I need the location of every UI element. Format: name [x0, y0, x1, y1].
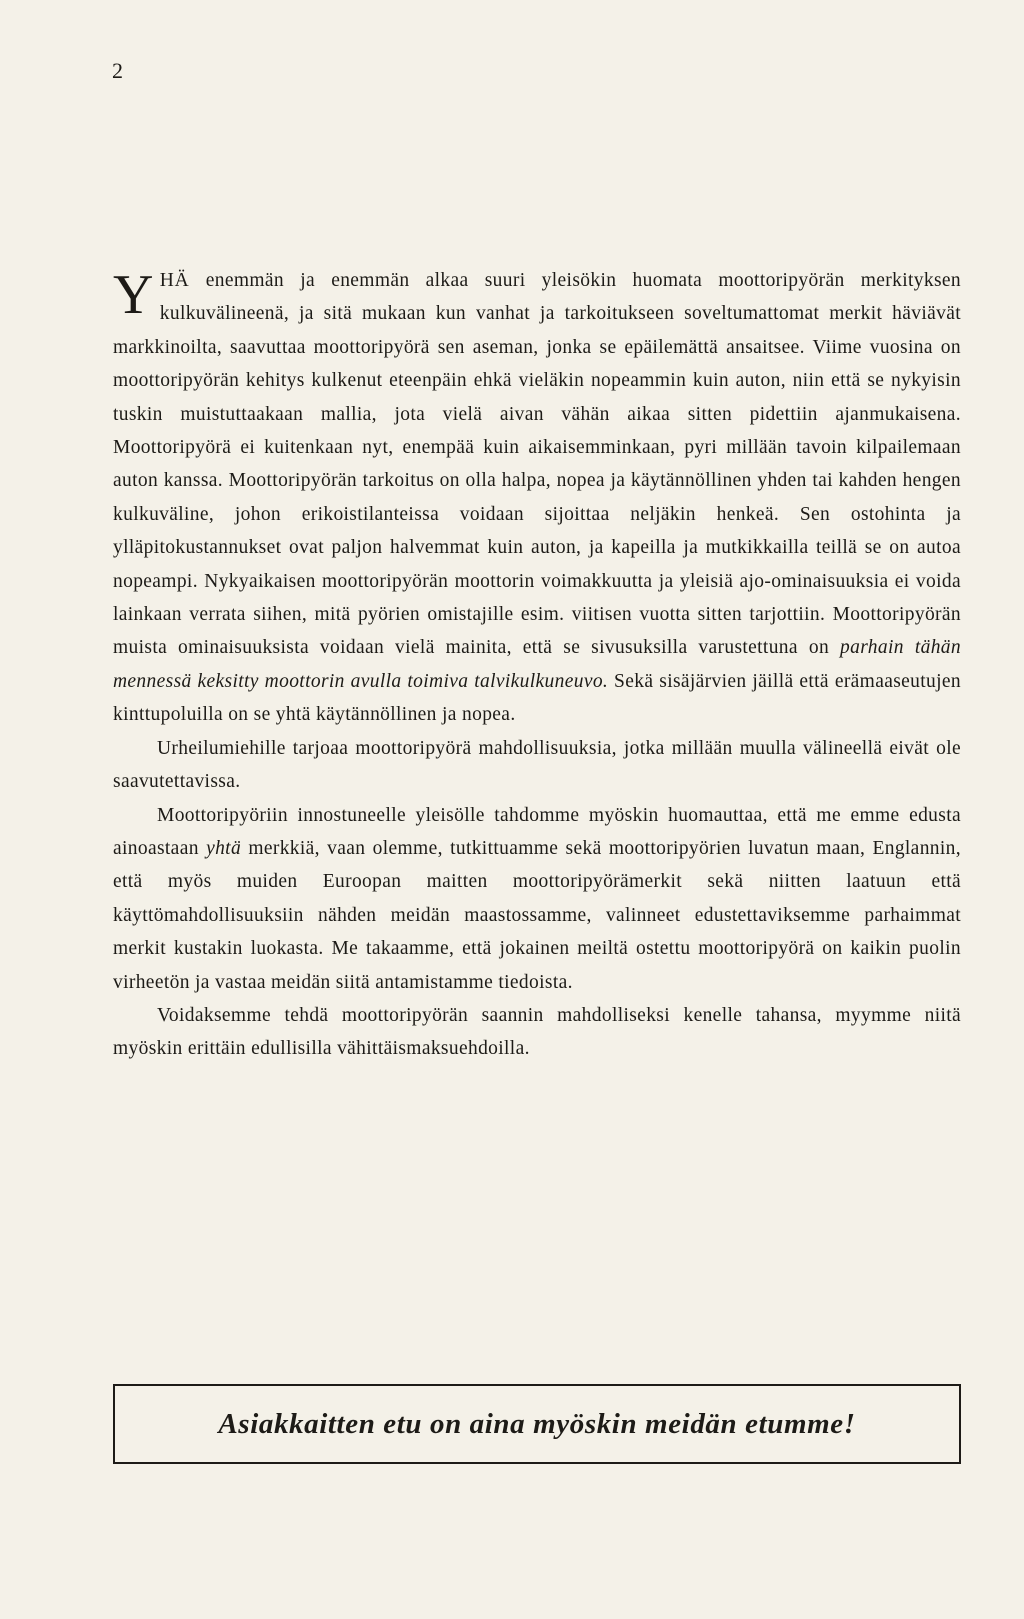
brands-text-start: Moottoripyöriin innostuneelle yleisölle tahdomme myöskin huomauttaa, että me emme edusta ainoastaan: [113, 804, 961, 859]
paragraph-intro: [113, 264, 961, 732]
motto-text: Asiakkaitten etu on aina myöskin meidän etumme!: [218, 1407, 856, 1440]
brands-italic-word: yhtä: [206, 837, 242, 859]
motto-box: [113, 1384, 961, 1464]
page-number: 2: [112, 58, 124, 83]
article-body: [113, 264, 961, 1066]
lead-caps: HÄ: [159, 270, 190, 291]
intro-text-end: Sekä sisäjärvien jäillä että erämaaseutujen kinttupoluilla on se yhtä käytännöllinen ja nopea.: [113, 670, 961, 726]
intro-text-start: enemmän ja enemmän alkaa suuri yleisökin huomata moottoripyörän merkityksen kulkuvälineenä, ja sitä mukaan kun vanhat ja tarkoitukseen soveltumattomat merkit häviävät markkinoilta, saavuttaa moottoripyörä sen aseman, jonka se epäilemättä ansaitsee. Viime vuosina on moottoripyörän kehitys kulkenut eteenpäin ehkä vieläkin nopeammin kuin auton, niin että se nykyisin tuskin muistuttaakaan mallia, jota vielä aivan vähän aikaa sitten pidettiin ajanmukaisena. Moottoripyörä ei kuitenkaan nyt, enempää kuin aikaisemminkaan, pyri millään tavoin kilpailemaan auton kanssa. Moottoripyörän tarkoitus on olla halpa, nopea ja käytännöllinen yhden tai kahden hengen kulkuväline, johon erikoistilanteissa voidaan sijoittaa neljäkin henkeä. Sen ostohinta ja ylläpitokustannukset ovat paljon halvemmat kuin auton, ja kapeilla ja mutkikkailla teillä se on autoa nopeampi. Nykyaikaisen moottoripyörän moottorin voimakkuutta ja yleisiä ajo-ominaisuuksia ei voida lainkaan verrata siihen, mitä pyörien omistajille esim. viitisen vuotta sitten tarjottiin. Moottoripyörän muista ominaisuuksista voidaan vielä mainita, että se sivusuksilla varustettuna on: [113, 270, 961, 659]
drop-cap: Y: [113, 264, 154, 326]
intro-italic-phrase: parhain tähän mennessä keksitty moottorin avulla toimiva talvikulkuneuvo.: [113, 637, 961, 692]
paragraph-brands: [113, 799, 961, 999]
brands-text-end: merkkiä, vaan olemme, tutkittuamme sekä moottoripyörien luvatun maan, Englannin, että myös muiden Euroopan maitten moottoripyörämerkit sekä niitten laatuun että käyttömahdollisuuksiin nähden meidän maastossamme, valinneet edustettaviksemme parhaimmat merkit kustakin luokasta. Me takaamme, että jokainen meiltä ostettu moottoripyörä on kaikin puolin virheetön ja vastaa meidän siitä antamistamme tiedoista.: [113, 837, 961, 993]
paragraph-installments: Voidaksemme tehdä moottoripyörän saannin mahdolliseksi kenelle tahansa, myymme niitä myöskin erittäin edullisilla vähittäismaksuehdoilla.: [113, 1004, 961, 1060]
paragraph-sportsmen: Urheilumiehille tarjoaa moottoripyörä mahdollisuuksia, jotka millään muulla välineellä eivät ole saavutettavissa.: [113, 737, 961, 793]
